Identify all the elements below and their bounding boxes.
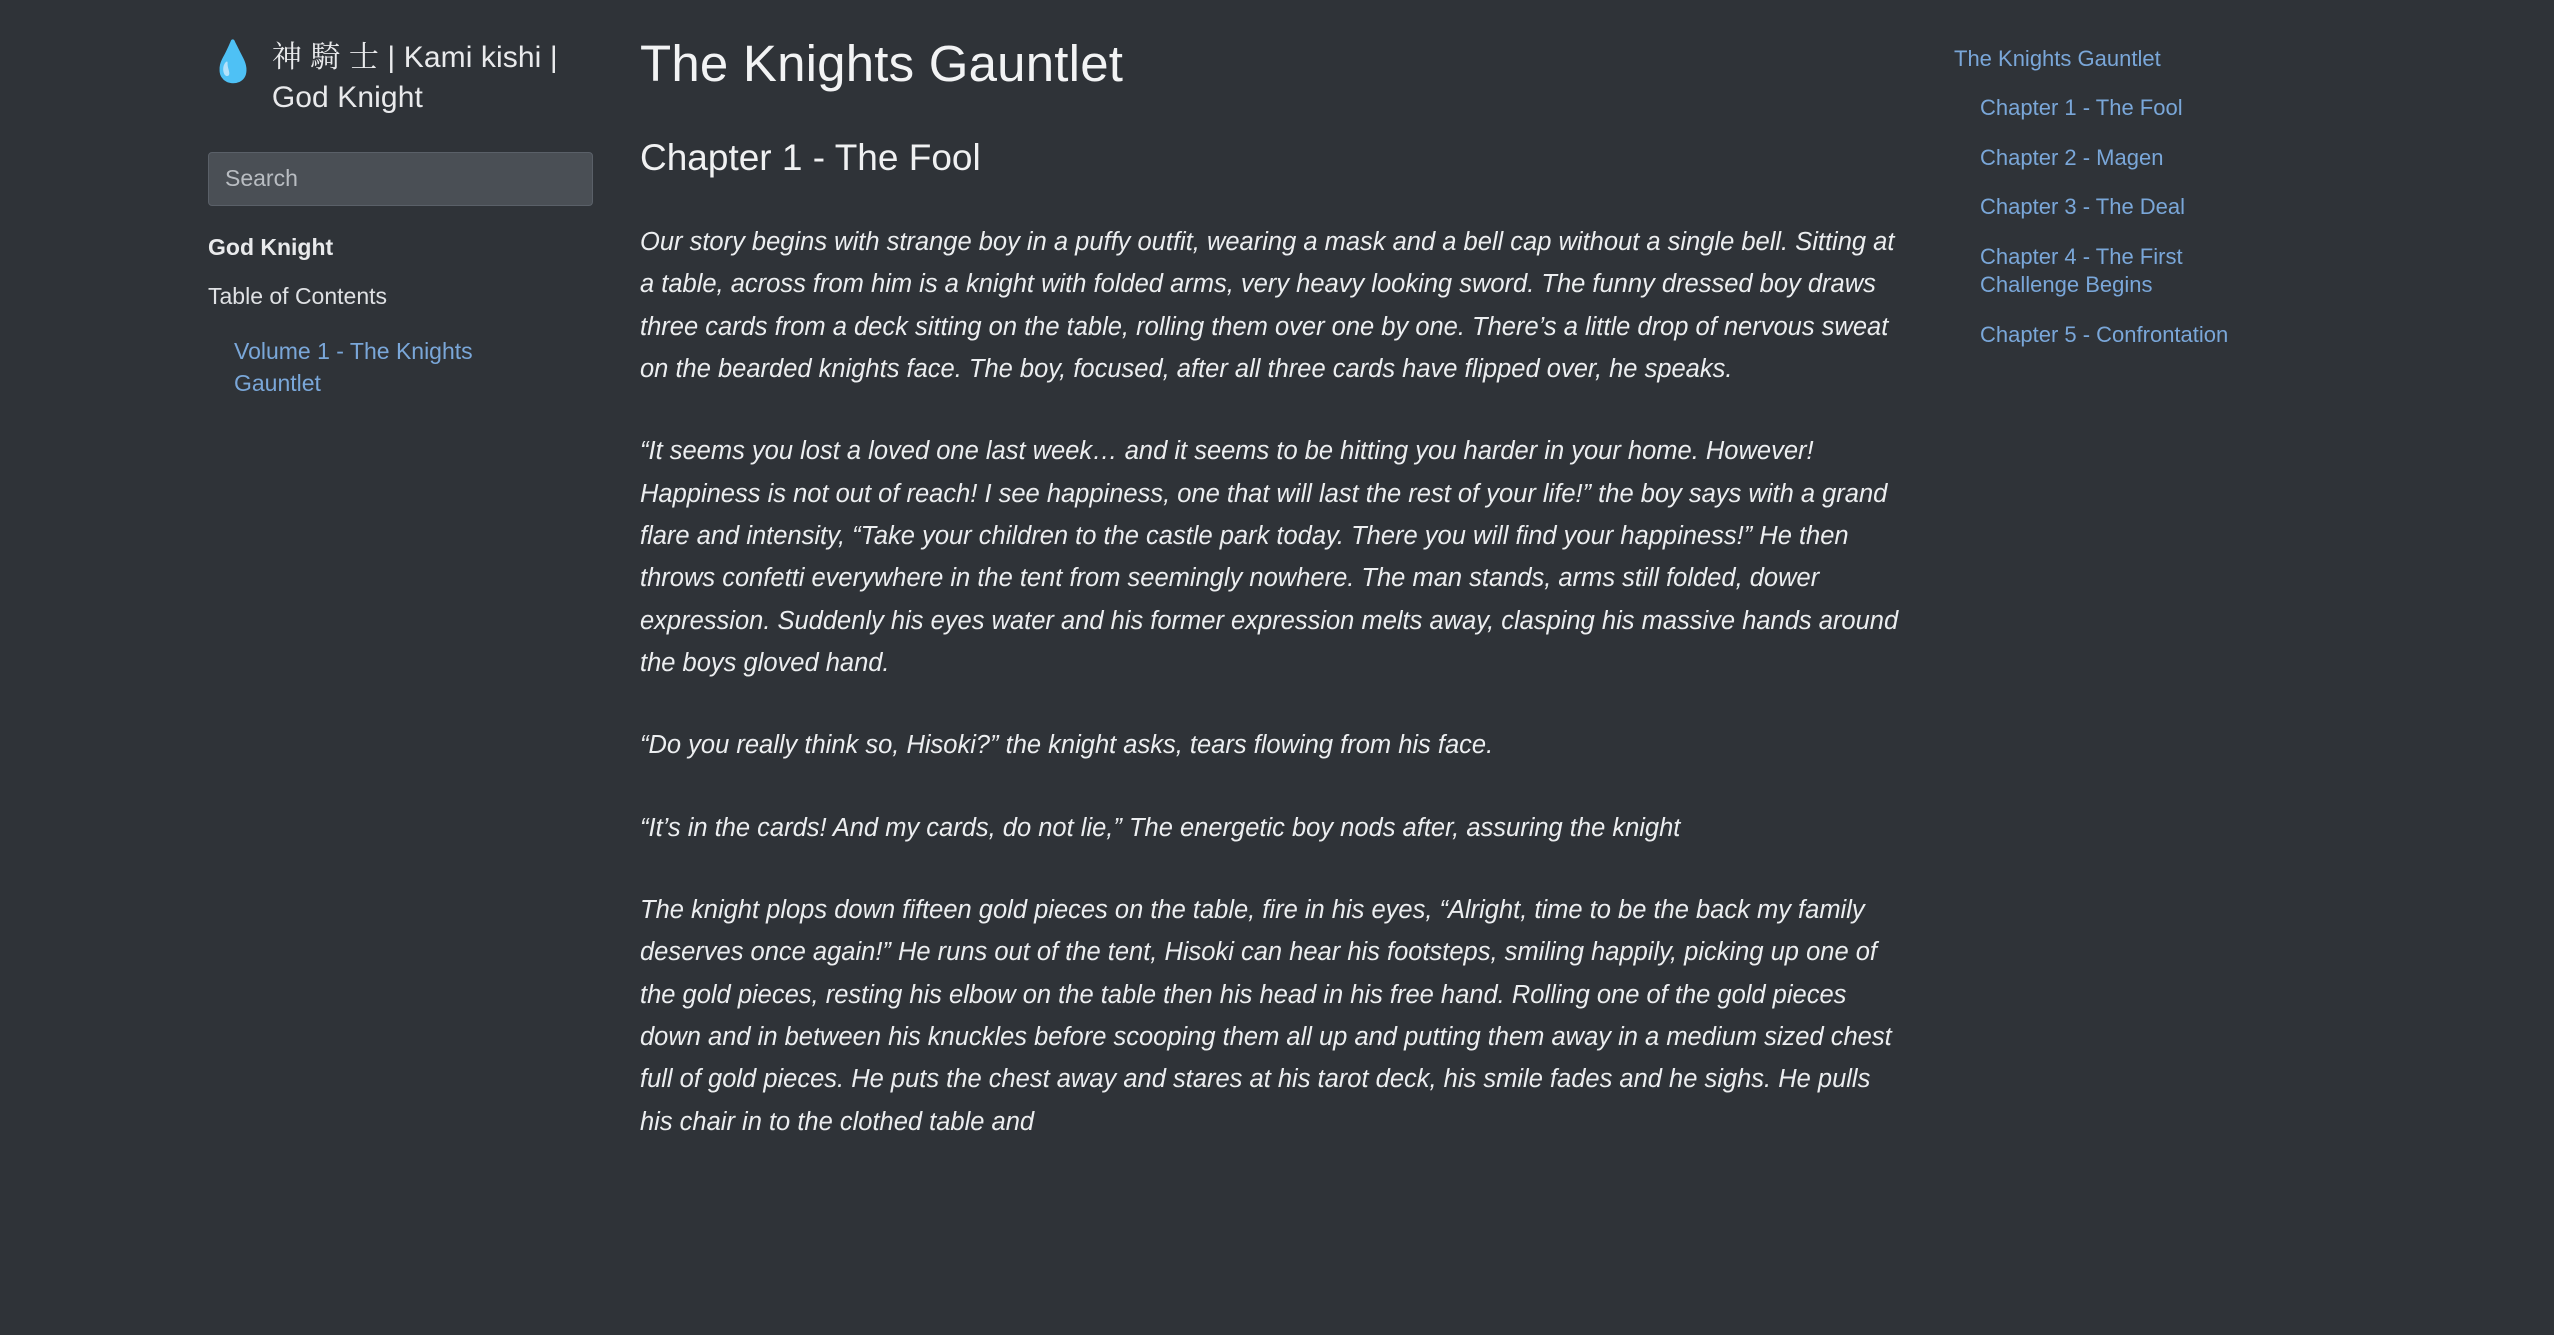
- sidebar-item-volume-1[interactable]: Volume 1 - The Knights Gauntlet: [234, 337, 473, 397]
- paragraph: “It seems you lost a loved one last week… and it seems to be hitting you harder in your home. However! Happiness is not out of reach! I see happiness, one that will last the rest of your life!” the boy says with a grand flare and intensity, “Take your children to the castle park today. There you will find your happiness!” He then throws confetti everywhere in the tent from seemingly nowhere. The man stands, arms still folded, dower expression. Suddenly his eyes water and his former expression melts away, clasping his massive hands around the boys gloved hand.: [640, 437, 1899, 677]
- paragraph: Our story begins with strange boy in a puffy outfit, wearing a mask and a bell cap without a single bell. Sitting at a table, across from him is a knight with folded arms, very heavy looking sword. The funny dressed boy draws three cards from a deck sitting on the table, rolling them over one by one. There’s a little drop of nervous sweat on the bearded knights face. The boy, focused, after all three cards have flipped over, he speaks.: [640, 228, 1895, 383]
- paragraph: The knight plops down fifteen gold pieces on the table, fire in his eyes, “Alright, time to be the back my family deserves once again!” He runs out of the tent, Hisoki can hear his footsteps, smiling happily, picking up one of the gold pieces, resting his elbow on the table then his head in his free hand. Rolling one of the gold pieces down and in between his knuckles before scooping them all up and putting them away in a medium sized chest full of gold pieces. He puts the chest away and stares at his tarot deck, his smile fades and he sighs. He pulls his chair in to the clothed table and: [640, 895, 1892, 1136]
- left-sidebar: [0, 0, 640, 1335]
- toc-root-link[interactable]: The Knights Gauntlet: [1954, 46, 2161, 71]
- toc-item-chapter-1[interactable]: Chapter 1 - The Fool: [1980, 95, 2183, 120]
- brand-title: 神 騎 士 | Kami kishi | God Knight: [271, 41, 558, 114]
- toc-item-chapter-3[interactable]: Chapter 3 - The Deal: [1980, 194, 2186, 220]
- toc-item-chapter-4[interactable]: Chapter 4 - The First Challenge Begins: [1980, 243, 2183, 298]
- main-content: [640, 0, 1954, 1335]
- sidebar-subheading: Table of Contents: [208, 282, 388, 309]
- toc-item-chapter-2[interactable]: Chapter 2 - Magen: [1980, 144, 2164, 170]
- page-title: The Knights Gauntlet: [640, 35, 1124, 92]
- toc-sidebar: [1954, 0, 2554, 1335]
- sidebar-nav: [0, 234, 640, 400]
- droplet-icon: 💧: [208, 40, 258, 84]
- search-container: [0, 152, 640, 206]
- brand[interactable]: [0, 38, 640, 118]
- paragraph: “It’s in the cards! And my cards, do not lie,” The energetic boy nods after, assuring the knight: [640, 813, 1681, 842]
- chapter-title: Chapter 1 - The Fool: [640, 137, 981, 178]
- search-input[interactable]: [208, 152, 593, 206]
- toc-item-chapter-5[interactable]: Chapter 5 - Confrontation: [1980, 321, 2229, 347]
- sidebar-heading: God Knight: [208, 233, 334, 260]
- paragraph: “Do you really think so, Hisoki?” the knight asks, tears flowing from his face.: [640, 731, 1494, 760]
